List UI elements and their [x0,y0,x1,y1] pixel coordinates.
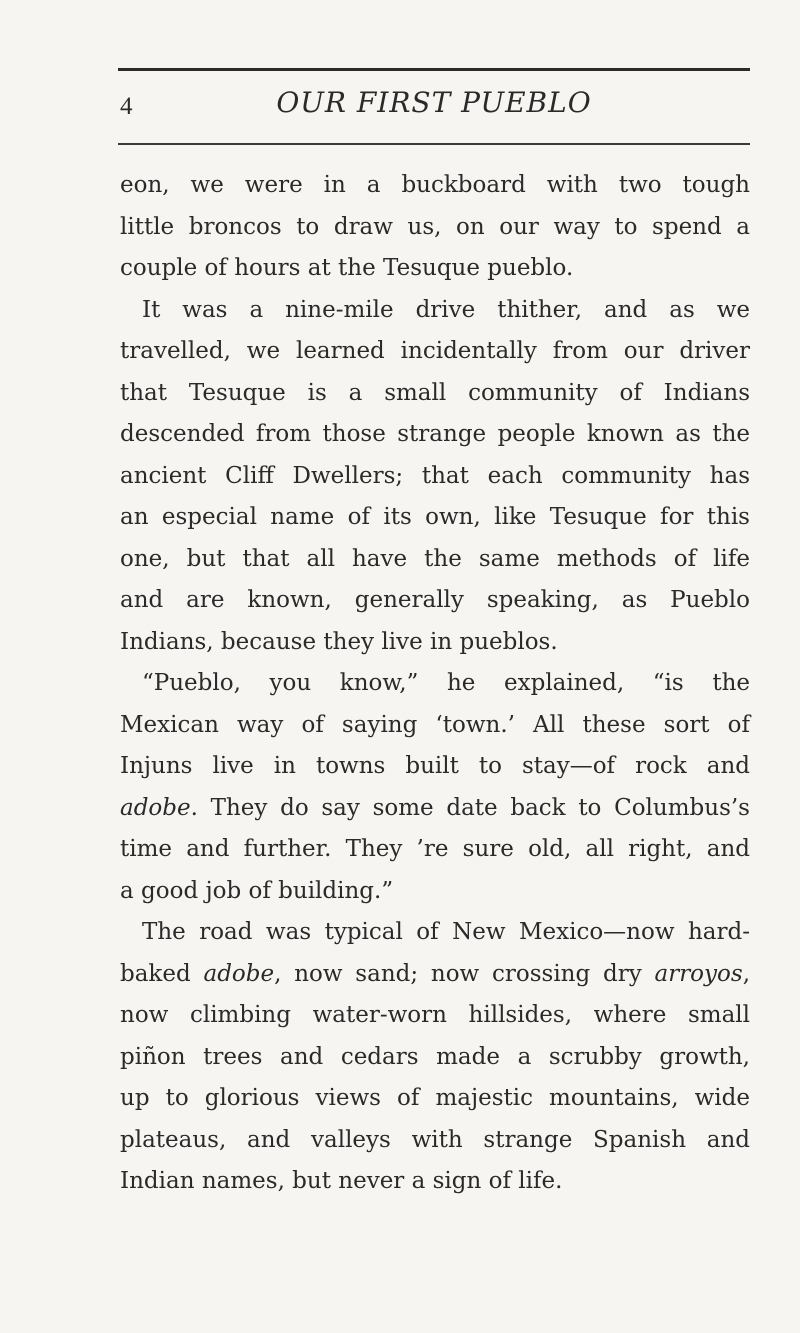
text-line: travelled, we learned incidentally from our driver [120,338,750,364]
page-number: 4 [120,93,133,120]
text-line: that Tesuque is a small community of Indians [120,379,750,406]
text-line: baked adobe, now sand; now crossing dry arroyos, [120,960,750,987]
text-line: little broncos to draw us, on our way to spend a [120,213,750,240]
text-line: time and further. They ’re sure old, all right, and [120,836,750,862]
text-line: adobe. They do say some date back to Columbus’s [120,794,750,821]
text-line: now climbing water-worn hillsides, where small [120,1002,750,1028]
header-rule-bottom [118,143,750,145]
text-line: up to glorious views of majestic mountains, wide [120,1085,750,1111]
text-line: one, but that all have the same methods of life [120,545,750,572]
text-line: Indian names, but never a sign of life. [120,1168,563,1194]
text-line: piñon trees and cedars made a scrubby growth, [120,1043,750,1070]
text-line: Injuns live in towns built to stay—of rock and [120,753,750,779]
text-line: Mexican way of saying ‘town.’ All these sort of [120,711,750,738]
text-line: plateaus, and valleys with strange Spanish and [120,1126,750,1153]
header-rule-top [118,68,750,71]
text-line: eon, we were in a buckboard with two tough [120,172,750,198]
text-line: and are known, generally speaking, as Pueblo [120,587,750,613]
text-line: a good job of building.” [120,877,394,904]
text-line: descended from those strange people known as the [120,421,750,447]
text-line: The road was typical of New Mexico—now hard- [142,919,750,945]
text-line: It was a nine-mile drive thither, and as we [142,296,750,323]
text-line: an especial name of its own, like Tesuque for this [120,504,750,530]
body-text [120,165,750,1203]
text-line: “Pueblo, you know,” he explained, “is the [142,670,750,696]
text-line: Indians, because they live in pueblos. [120,628,558,655]
text-line: couple of hours at the Tesuque pueblo. [120,255,574,281]
text-line: ancient Cliff Dwellers; that each community has [120,462,750,489]
running-title: OUR FIRST PUEBLO [276,86,592,119]
